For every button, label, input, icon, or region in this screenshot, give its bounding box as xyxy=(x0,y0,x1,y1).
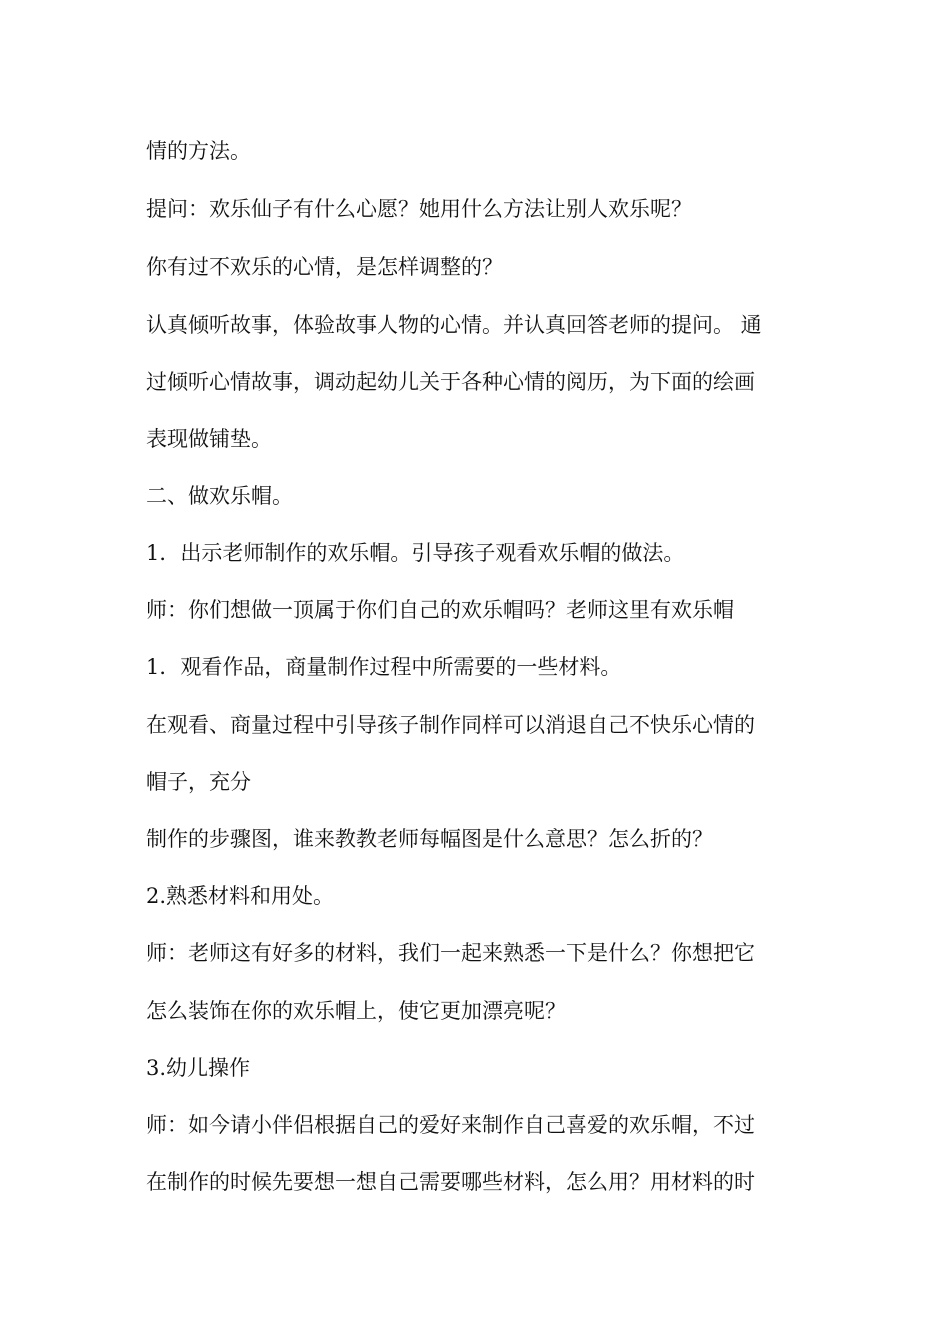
text-line: 1．出示老师制作的欢乐帽。引导孩子观看欢乐帽的做法。 xyxy=(146,541,685,565)
text-line: 2.熟悉材料和用处。 xyxy=(146,884,335,908)
text-line: 在观看、商量过程中引导孩子制作同样可以消退自己不快乐心情的 xyxy=(146,713,755,737)
text-line: 怎么装饰在你的欢乐帽上，使它更加漂亮呢？ xyxy=(146,999,566,1023)
text-line: 认真倾听故事，体验故事人物的心情。并认真回答老师的提问。 通 xyxy=(146,313,762,337)
text-line: 过倾听心情故事，调动起幼儿关于各种心情的阅历，为下面的绘画 xyxy=(146,370,755,394)
text-line: 制作的步骤图，谁来教教老师每幅图是什么意思？怎么折的？ xyxy=(146,827,713,851)
text-line: 师：你们想做一顶属于你们自己的欢乐帽吗？老师这里有欢乐帽 xyxy=(146,598,734,622)
text-line: 情的方法。 xyxy=(146,139,251,163)
text-line: 师：老师这有好多的材料，我们一起来熟悉一下是什么？你想把它 xyxy=(146,941,755,965)
text-line: 1．观看作品，商量制作过程中所需要的一些材料。 xyxy=(146,655,622,679)
text-line: 3.幼儿操作 xyxy=(146,1056,251,1080)
section-heading: 二、做欢乐帽。 xyxy=(146,484,293,508)
text-line: 你有过不欢乐的心情，是怎样调整的？ xyxy=(146,255,503,279)
text-line: 提问：欢乐仙子有什么心愿？她用什么方法让别人欢乐呢？ xyxy=(146,197,692,221)
text-line: 帽子，充分 xyxy=(146,770,251,794)
text-line: 师：如今请小伴侣根据自己的爱好来制作自己喜爱的欢乐帽，不过 xyxy=(146,1113,755,1137)
text-line: 表现做铺垫。 xyxy=(146,427,272,451)
text-line: 在制作的时候先要想一想自己需要哪些材料，怎么用？用材料的时 xyxy=(146,1170,755,1194)
